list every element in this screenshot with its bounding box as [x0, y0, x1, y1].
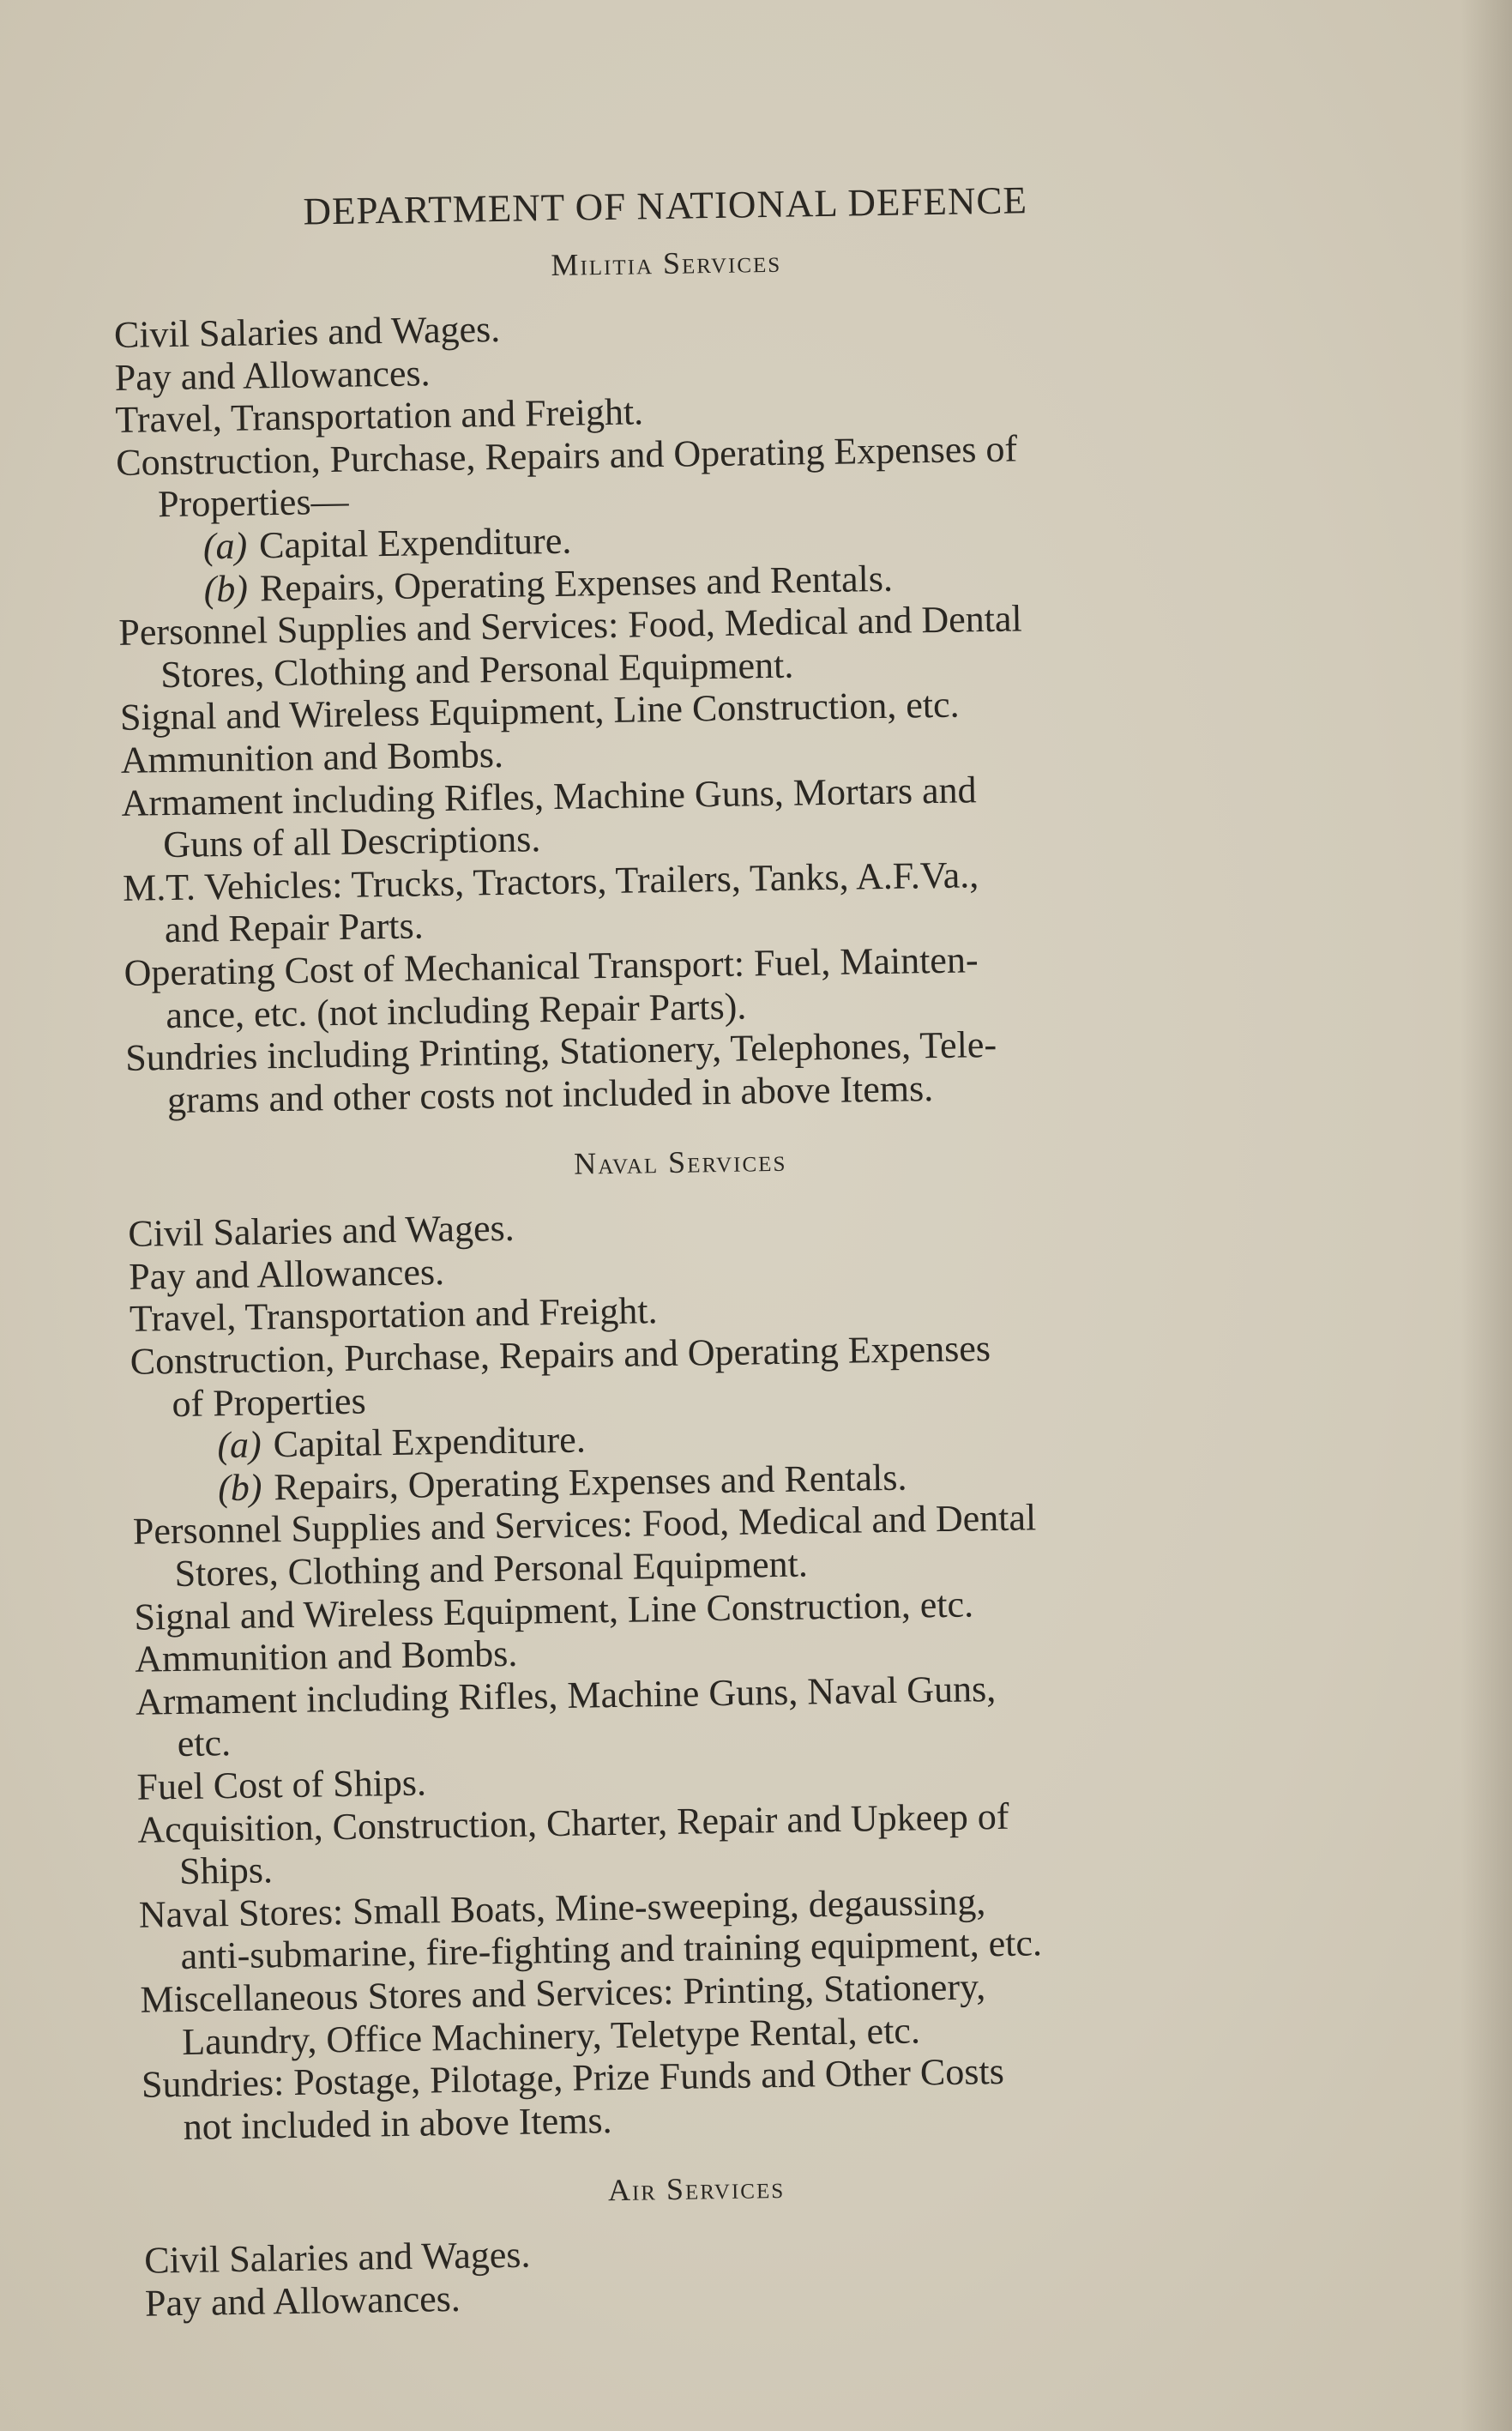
- item-text: M.T. Vehicles: Trucks, Tractors, Trailers, Tanks, A.F.Va.,: [122, 853, 979, 909]
- sub-item-text: Capital Expenditure.: [258, 519, 572, 567]
- sub-item-text: Repairs, Operating Expenses and Rentals.: [259, 557, 894, 609]
- page-title: DEPARTMENT OF NATIONAL DEFENCE: [303, 178, 1028, 233]
- item-text: Sundries: Postage, Pilotage, Prize Funds and Other Costs: [141, 2050, 1005, 2106]
- item-continuation-line: Laundry, Office Machinery, Teletype Rental, etc.: [181, 2009, 921, 2063]
- item-text: Civil Salaries and Wages.: [143, 2233, 531, 2283]
- item-text: Miscellaneous Stores and Services: Printing, Stationery,: [140, 1965, 986, 2021]
- item-text: Pay and Allowances.: [114, 351, 431, 399]
- sub-item-text: Repairs, Operating Expenses and Rentals.: [274, 1456, 907, 1509]
- expenditure-list: [144, 2223, 1251, 2325]
- item-text: Construction, Purchase, Repairs and Operating Expenses of: [115, 427, 1018, 484]
- item-continuation-line: Ships.: [178, 1849, 274, 1893]
- list-item: [130, 1324, 1238, 1511]
- item-text: Travel, Transportation and Freight.: [129, 1289, 658, 1341]
- item-text: Civil Salaries and Wages.: [128, 1207, 515, 1256]
- item-continuation-line: of Properties: [172, 1379, 366, 1425]
- item-text: Naval Stores: Small Boats, Mine-sweeping, degaussing,: [138, 1880, 986, 1936]
- item-continuation-line: Guns of all Descriptions.: [162, 817, 541, 866]
- item-continuation-line: Stores, Clothing and Personal Equipment.: [160, 643, 794, 696]
- sub-item-tag: (b): [203, 567, 249, 610]
- item-text: Signal and Wireless Equipment, Line Construction, etc.: [134, 1583, 974, 1638]
- item-continuation-line: not included in above Items.: [183, 2098, 612, 2148]
- item-text: Personnel Supplies and Services: Food, Medical and Dental: [132, 1496, 1037, 1553]
- item-continuation-line: ance, etc. (not including Repair Parts).: [166, 984, 747, 1036]
- item-text: Operating Cost of Mechanical Transport: Fuel, Mainten-: [123, 938, 979, 994]
- item-text: Fuel Cost of Ships.: [136, 1761, 427, 1808]
- item-text: Sundries including Printing, Stationery, Telephones, Tele-: [124, 1023, 997, 1079]
- expenditure-list: [128, 1196, 1249, 2149]
- item-text: Travel, Transportation and Freight.: [115, 390, 644, 442]
- list-item: [116, 424, 1225, 612]
- list-item: [125, 1020, 1232, 1122]
- sub-item-text: Capital Expenditure.: [273, 1418, 587, 1466]
- item-text: Armament including Rifles, Machine Guns, Mortars and: [121, 768, 977, 824]
- item-text: Civil Salaries and Wages.: [113, 307, 501, 356]
- item-text: Pay and Allowances.: [144, 2277, 461, 2325]
- sub-item-tag: (a): [202, 524, 248, 568]
- item-continuation-line: Stores, Clothing and Personal Equipment.: [174, 1542, 809, 1596]
- section-heading: Air Services: [607, 2170, 786, 2208]
- item-text: Signal and Wireless Equipment, Line Construction, etc.: [119, 683, 960, 739]
- item-text: Pay and Allowances.: [128, 1250, 445, 1298]
- item-continuation-line: grams and other costs not included in above Items.: [166, 1066, 934, 1121]
- item-text: Ammunition and Bombs.: [134, 1632, 518, 1681]
- item-continuation-line: etc.: [177, 1722, 232, 1765]
- item-text: Construction, Purchase, Repairs and Operating Expenses: [130, 1327, 991, 1383]
- sections-container: [113, 237, 1252, 2325]
- item-continuation-line: Properties—: [157, 480, 349, 526]
- section-heading: Militia Services: [551, 244, 782, 282]
- section-heading: Naval Services: [573, 1143, 787, 1181]
- list-item: [142, 2047, 1249, 2149]
- item-continuation-line: and Repair Parts.: [164, 904, 425, 951]
- item-text: Armament including Rifles, Machine Guns, Naval Guns,: [135, 1667, 997, 1723]
- expenditure-list: [114, 297, 1233, 1122]
- sub-item-tag: (b): [217, 1466, 262, 1510]
- item-text: Ammunition and Bombs.: [120, 733, 504, 781]
- item-text: Personnel Supplies and Services: Food, Medical and Dental: [118, 597, 1023, 654]
- item-continuation-line: anti-submarine, fire-fighting and training equipment, etc.: [180, 1921, 1043, 1978]
- sub-item-tag: (a): [216, 1423, 262, 1467]
- page-content: [111, 154, 1251, 2325]
- item-text: Acquisition, Construction, Charter, Repair and Upkeep of: [136, 1795, 1009, 1851]
